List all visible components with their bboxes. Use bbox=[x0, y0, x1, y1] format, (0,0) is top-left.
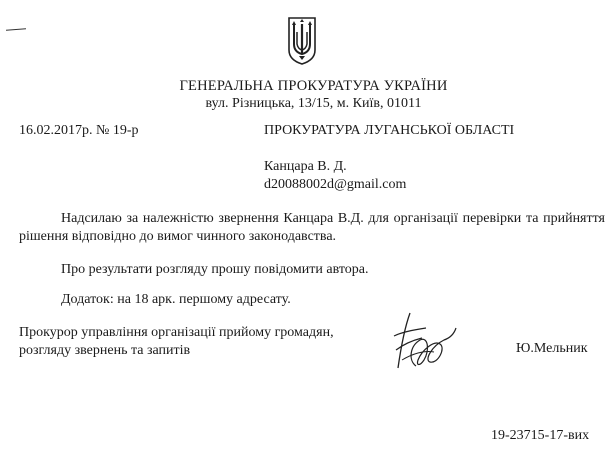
handwritten-signature-icon bbox=[388, 310, 458, 372]
trident-coat-of-arms-icon bbox=[287, 16, 317, 66]
body-paragraph-notify: Про результати розгляду прошу повідомити автора. bbox=[61, 262, 369, 277]
recipient-organization: ПРОКУРАТУРА ЛУГАНСЬКОЇ ОБЛАСТІ bbox=[264, 123, 515, 138]
body-paragraph-forwarding: Надсилаю за належністю звернення Канцара В.Д. для організації перевірки та прийняття рішення відповідно до вимог чинного законодавства. bbox=[19, 211, 605, 244]
signer-position-line-1: Прокурор управління організації прийому громадян, bbox=[19, 325, 334, 340]
body-paragraph-attachment: Додаток: на 18 арк. першому адресату. bbox=[61, 292, 291, 307]
recipient-name: Канцара В. Д. bbox=[264, 159, 347, 174]
document-date-number: 16.02.2017р. № 19-р bbox=[19, 123, 139, 138]
outgoing-registration-number: 19-23715-17-вих bbox=[491, 428, 590, 443]
organization-address: вул. Різницька, 13/15, м. Київ, 01011 bbox=[205, 96, 422, 111]
signer-position-line-2: розгляду звернень та запитів bbox=[19, 343, 191, 358]
signer-name: Ю.Мельник bbox=[516, 341, 588, 356]
recipient-email: d20088002d@gmail.com bbox=[264, 177, 407, 192]
signer-position bbox=[19, 324, 334, 360]
issuing-organization: ГЕНЕРАЛЬНА ПРОКУРАТУРА УКРАЇНИ bbox=[179, 78, 448, 94]
corner-pen-mark bbox=[6, 28, 26, 30]
